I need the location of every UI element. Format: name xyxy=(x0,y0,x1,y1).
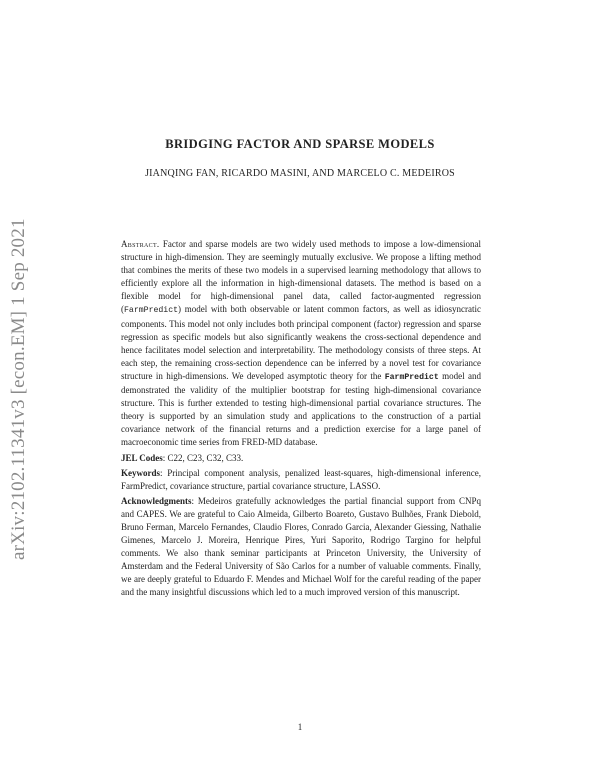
abstract-code-farmpredict-2: FarmPredict xyxy=(384,372,439,382)
acknowledgments-label: Acknowledgments xyxy=(121,495,192,506)
keywords xyxy=(121,467,481,493)
abstract-paragraph xyxy=(121,238,481,450)
keywords-text: : Principal component analysis, penalized least-squares, high-dimensional inference, FarmPredict, covariance structure, partial covariance structure, LASSO. xyxy=(121,467,481,491)
page-number: 1 xyxy=(297,722,303,732)
paper-title: BRIDGING FACTOR AND SPARSE MODELS xyxy=(165,137,435,151)
abstract-code-farmpredict-1: FarmPredict xyxy=(124,306,179,316)
acknowledgments-text: : Medeiros gratefully acknowledges the partial financial support from CNPq and CAPES. We are grateful to Caio Almeida, Gilberto Boareto, Gustavo Bulhões, Frank Diebold, Bruno Ferman, Marcelo Fernandes, Claudio Flores, Conrado Garcia, Alexander Giessing, Nathalie Gimenes, Marcelo J. Moreira, Henrique Pires, Yuri Saporito, Rodrigo Targino for helpful comments. We also thank seminar participants at Princeton University, the University of Amsterdam and the Federal University of São Carlos for a number of valuable comments. Finally, we are deeply grateful to Eduardo F. Mendes and Michael Wolf for the careful reading of the paper and the many insightful discussions which led to a much improved version of this manuscript. xyxy=(121,495,481,598)
arxiv-identifier: arXiv:2102.11341v3 [econ.EM] 1 Sep 2021 xyxy=(8,218,29,560)
abstract-text-part2: ) model with both observable or latent common factors, as well as idiosyncratic components. This model not only includes both principal component (factor) regression and sparse regression as specific models but also significantly weakens the cross-sectional dependence and hence facilitates model selection and interpretability. The methodology consists of three steps. At each step, the remaining cross-section dependence can be inferred by a novel test for covariance structure in high-dimensions. We developed asymptotic theory for the xyxy=(121,304,481,381)
abstract-label: Abstract. xyxy=(121,239,160,249)
keywords-label: Keywords xyxy=(121,467,160,478)
abstract-text-part1: Factor and sparse models are two widely used methods to impose a low-dimensional structure in high-dimension. They are seemingly mutually exclusive. We propose a lifting method that combines the merits of these two models in a supervised learning methodology that allows to efficiently explore all the information in high-dimensional datasets. The method is based on a flexible model for high-dimensional panel data, called factor-augmented regression ( xyxy=(121,239,482,315)
jel-text: : C22, C23, C32, C33. xyxy=(162,452,244,463)
jel-label: JEL Codes xyxy=(121,452,163,463)
abstract-text-part3: model and demonstrated the validity of the multiplier bootstrap for testing high-dimensional covariance structure. This is further extended to testing high-dimensional partial covariance structures. The theory is supported by an simulation study and applications to the construction of a partial covariance network of the financial returns and a prediction exercise for a large panel of macroeconomic time series from FRED-MD database. xyxy=(121,370,481,448)
acknowledgments xyxy=(121,495,481,600)
abstract-block xyxy=(121,238,481,600)
jel-codes xyxy=(121,452,481,465)
paper-authors: JIANQING FAN, RICARDO MASINI, AND MARCELO C. MEDEIROS xyxy=(145,168,455,179)
